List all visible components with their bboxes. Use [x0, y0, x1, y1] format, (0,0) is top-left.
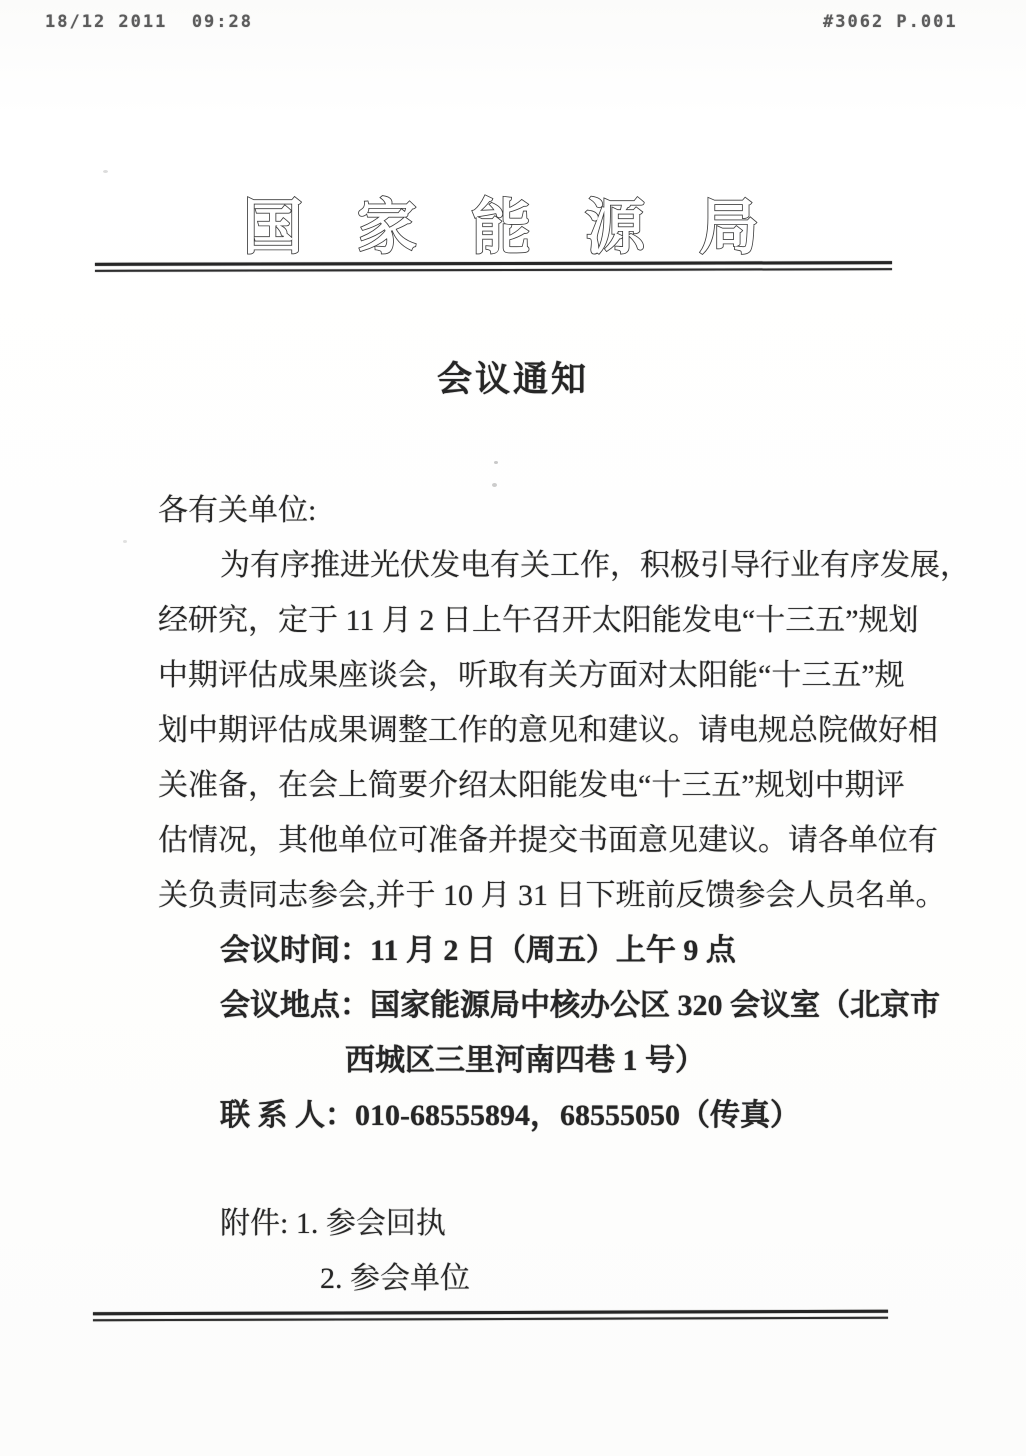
fax-page-number: #3062 P.001 — [823, 12, 958, 32]
scan-speckle — [103, 170, 108, 173]
divider-line-thin — [95, 268, 892, 272]
scan-speckle — [494, 461, 498, 464]
paragraph-line: 估情况，其他单位可准备并提交书面意见建议。请各单位有 — [158, 824, 938, 857]
document-body — [158, 483, 970, 1306]
agency-masthead — [0, 178, 1026, 270]
attachment-item-2: 2. 参会单位 — [320, 1262, 470, 1295]
fax-timestamp: 18/12 2011 09:28 — [45, 12, 253, 32]
paragraph-line: 关准备，在会上简要介绍太阳能发电“十三五”规划中期评 — [158, 769, 905, 802]
divider-line-thick — [93, 1310, 888, 1315]
masthead-divider — [95, 261, 892, 272]
divider-line-thick — [95, 261, 892, 266]
paragraph-line: 划中期评估成果调整工作的意见和建议。请电规总院做好相 — [158, 714, 938, 747]
attachment-item-1: 附件: 1. 参会回执 — [220, 1207, 446, 1240]
document-title: 会议通知 — [436, 360, 589, 399]
meeting-place-line: 会议地点：国家能源局中核办公区 320 会议室（北京市 — [220, 989, 940, 1022]
footer-divider — [93, 1310, 888, 1321]
paragraph-line: 经研究，定于 11 月 2 日上午召开太阳能发电“十三五”规划 — [158, 604, 919, 637]
salutation: 各有关单位: — [158, 494, 317, 527]
scan-speckle — [492, 483, 497, 487]
agency-name-outline-text: 国家能源局 — [243, 195, 813, 261]
divider-line-thin — [93, 1317, 888, 1321]
paragraph-line: 为有序推进光伏发电有关工作，积极引导行业有序发展， — [220, 549, 970, 582]
paragraph-line: 关负责同志参会,并于 10 月 31 日下班前反馈参会人员名单。 — [158, 879, 946, 912]
paragraph-line: 中期评估成果座谈会，听取有关方面对太阳能“十三五”规 — [158, 659, 905, 692]
contact-line: 联 系 人：010-68555894，68555050（传真） — [220, 1099, 800, 1132]
meeting-time-line: 会议时间：11 月 2 日（周五）上午 9 点 — [220, 934, 736, 967]
scan-speckle — [123, 540, 127, 543]
meeting-place-continuation: 西城区三里河南四巷 1 号） — [345, 1044, 705, 1077]
